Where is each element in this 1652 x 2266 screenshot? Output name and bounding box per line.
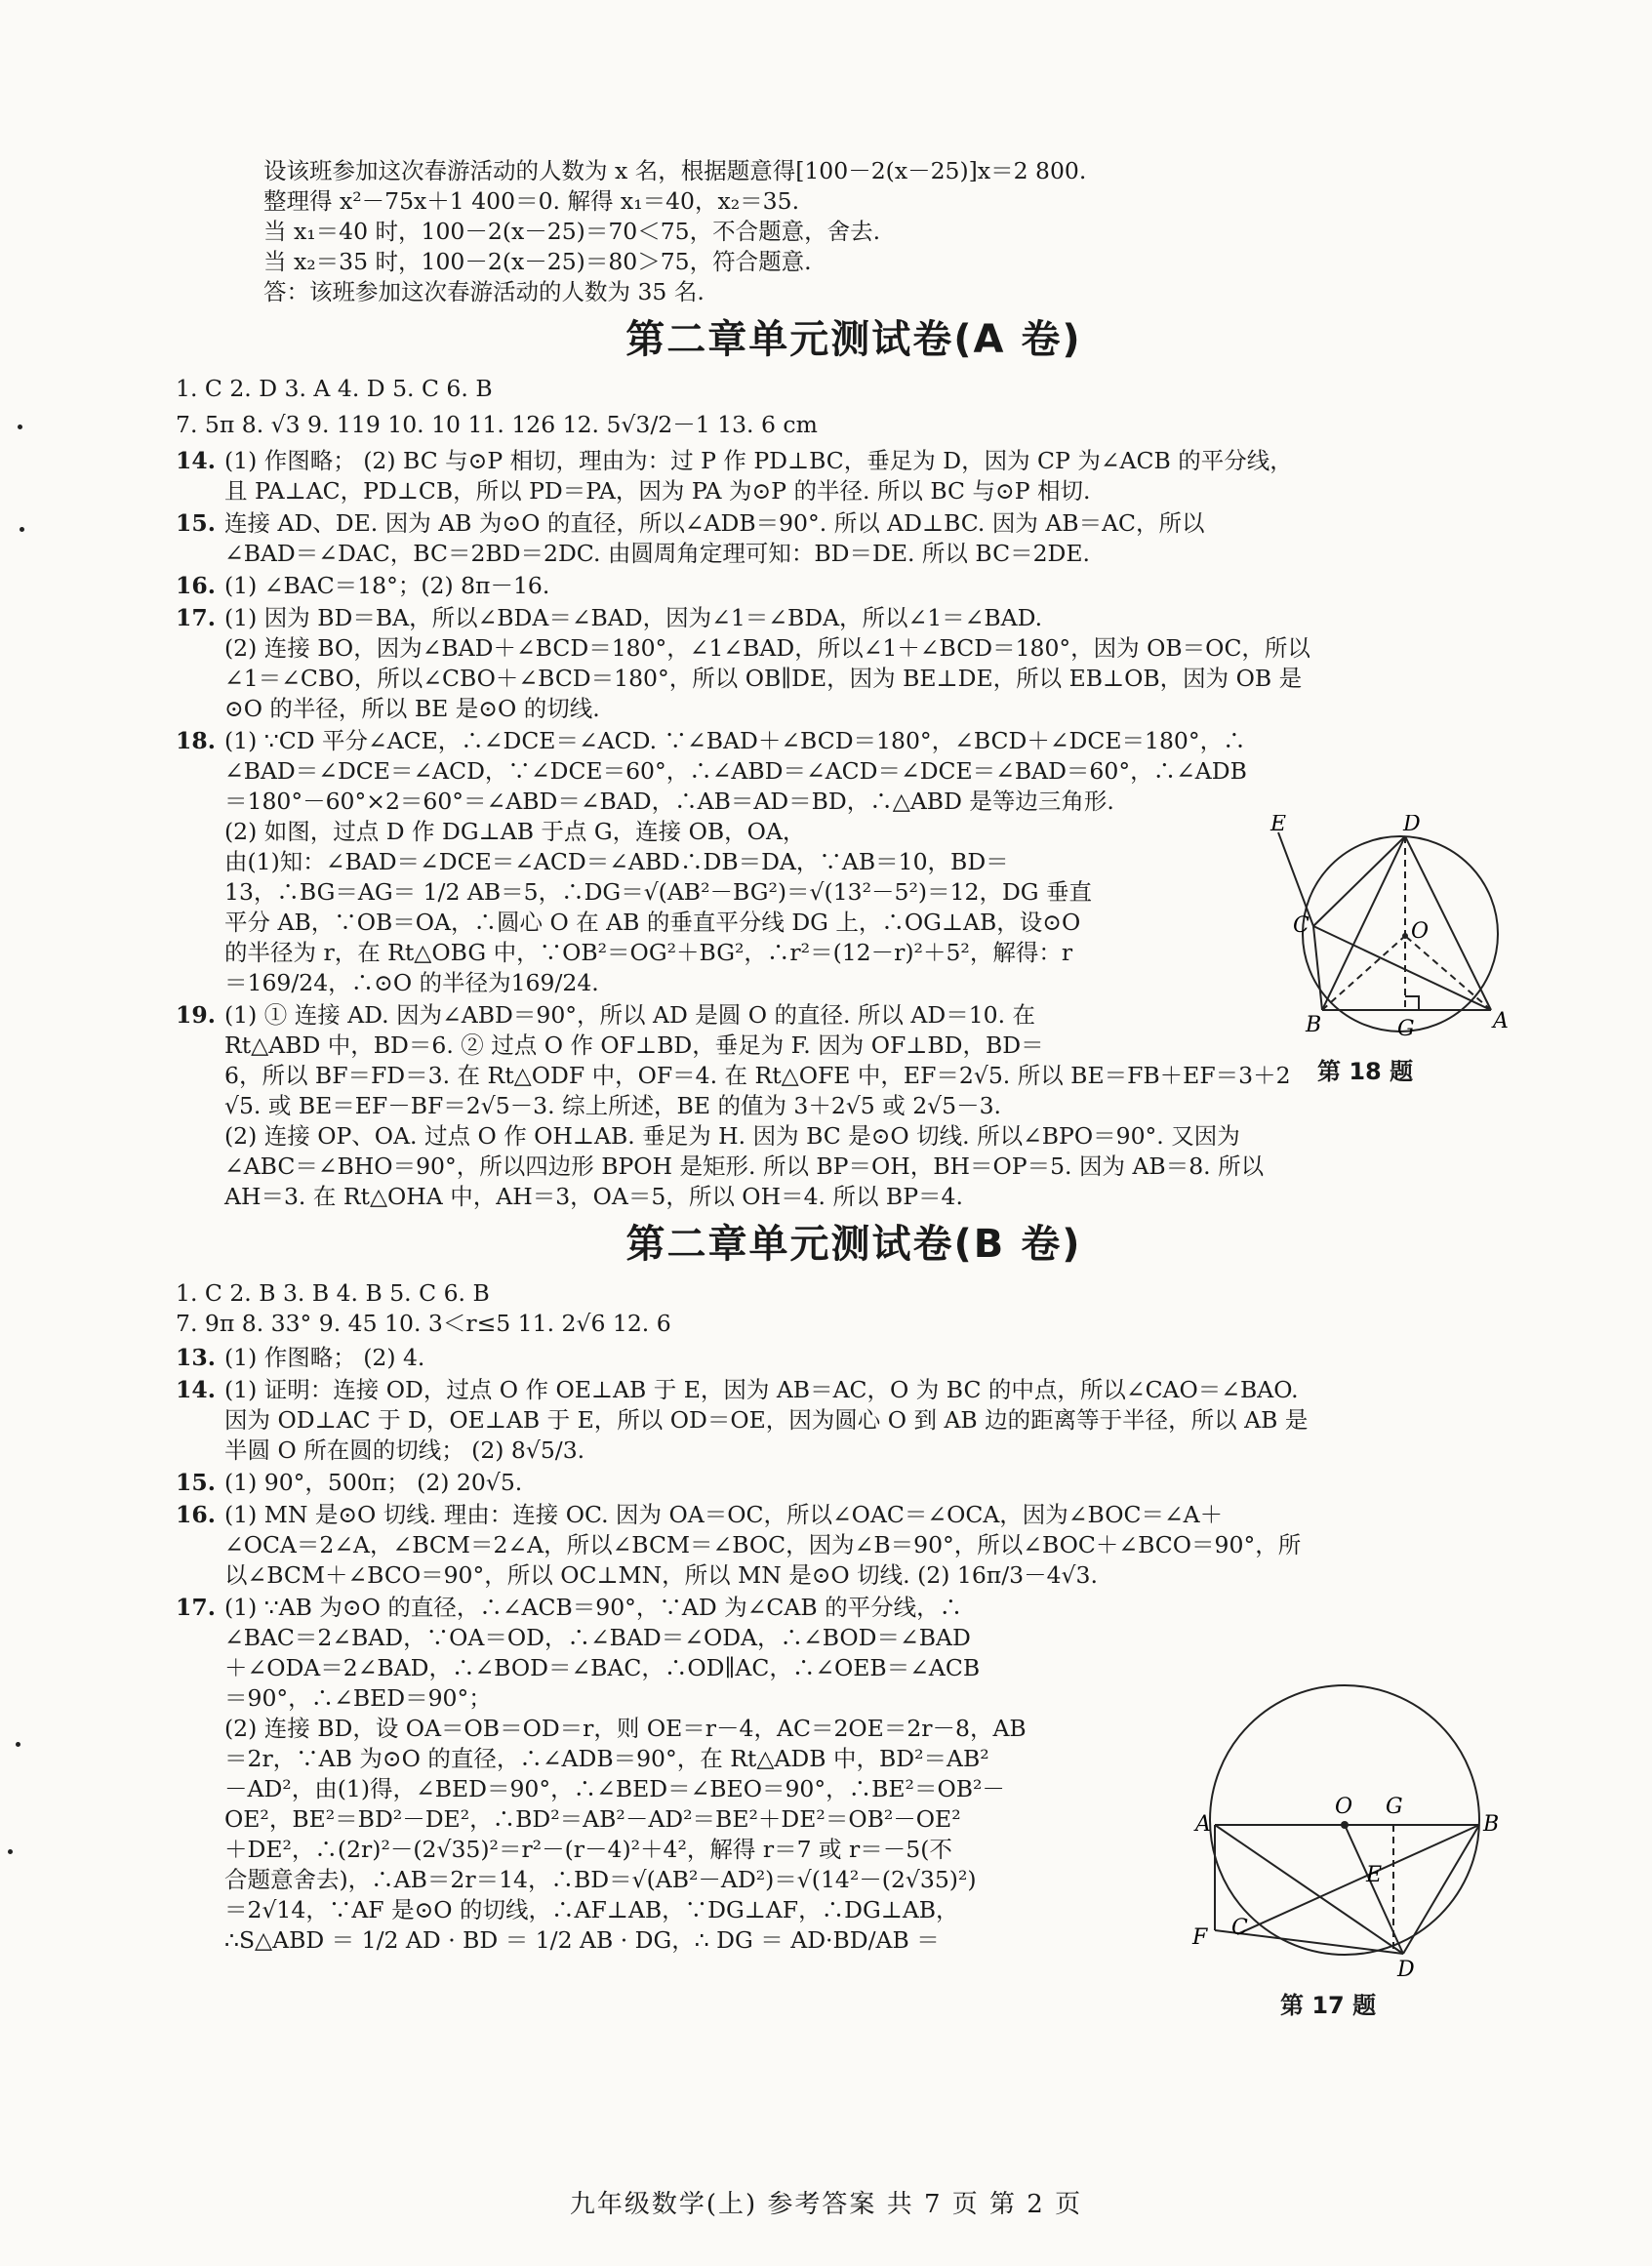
label-e: E	[1366, 1863, 1383, 1887]
figure-17	[1190, 1679, 1503, 1985]
answer-text: ＝2r，∵AB 为⊙O 的直径，∴∠ADB＝90°，在 Rt△ADB 中，BD²＝AB²	[224, 1745, 989, 1772]
answer-text: 6，所以 BF＝FD＝3. 在 Rt△ODF 中，OF＝4. 在 Rt△OFE 中，EF＝2√5. 所以 BE＝FB＋EF＝3＋2	[224, 1062, 1291, 1089]
answer-text: 连接 AD、DE. 因为 AB 为⊙O 的直径，所以∠ADB＝90°. 所以 AD⊥BC. 因为 AB＝AC，所以	[224, 509, 1205, 537]
figure-17-diagram	[1190, 1679, 1503, 1981]
answer-text: (1) MN 是⊙O 切线. 理由：连接 OC. 因为 OA＝OC，所以∠OAC＝∠OCA，因为∠BOC＝∠A＋	[224, 1501, 1224, 1528]
answer-line	[176, 1560, 1532, 1591]
answer-text: (2) 连接 BD，设 OA＝OB＝OD＝r，则 OE＝r－4，AC＝2OE＝2r－8，AB	[224, 1715, 1027, 1742]
answer-line	[176, 1343, 1532, 1373]
intro-line: 整理得 x²－75x＋1 400＝0. 解得 x₁＝40，x₂＝35.	[263, 187, 800, 215]
answer-text: ＝90°，∴∠BED＝90°；	[224, 1684, 492, 1712]
scan-mark	[20, 527, 24, 532]
intro-answer	[176, 156, 1532, 307]
answer-text: ∠ABC＝∠BHO＝90°，所以四边形 BPOH 是矩形. 所以 BP＝OH，BH＝OP＝5. 因为 AB＝8. 所以	[224, 1153, 1265, 1180]
answer-text: Rt△ABD 中，BD＝6. ② 过点 O 作 OF⊥BD，垂足为 F. 因为 OF⊥BD，BD＝	[224, 1032, 1044, 1059]
question-number: 15.	[176, 509, 216, 537]
label-a: A	[1493, 1009, 1509, 1033]
answer-text: (1) 作图略； (2) BC 与⊙P 相切，理由为：过 P 作 PD⊥BC，垂足为 D，因为 CP 为∠ACB 的平分线，	[224, 447, 1293, 474]
label-g: G	[1386, 1795, 1403, 1819]
answer-item	[176, 1500, 1532, 1591]
answer-line	[176, 1405, 1532, 1436]
answer-text: (1) 因为 BD＝BA，所以∠BDA＝∠BAD，因为∠1＝∠BDA，所以∠1＝∠BAD.	[224, 604, 1043, 631]
answer-line	[176, 1623, 1532, 1653]
answer-text: (1) ① 连接 AD. 因为∠ABD＝90°，所以 AD 是圆 O 的直径. 所以 AD＝10. 在	[224, 1001, 1036, 1029]
question-number: 17.	[176, 1594, 216, 1621]
answer-text: (1) 证明：连接 OD，过点 O 作 OE⊥AB 于 E，因为 AB＝AC，O 为 BC 的中点，所以∠CAO＝∠BAO.	[224, 1376, 1299, 1403]
answer-text: ＝180°－60°×2＝60°＝∠ABD＝∠BAD，∴AB＝AD＝BD，∴△ABD 是等边三角形.	[224, 788, 1114, 815]
answer-text: ＋DE²，∴(2r)²－(2√35)²＝r²－(r－4)²＋4²，解得 r＝7 或 r＝－5(不	[224, 1836, 952, 1863]
answer-text: ＝2√14，∵AF 是⊙O 的切线，∴AF⊥AB，∵DG⊥AF，∴DG⊥AB，	[224, 1896, 959, 1923]
answer-line	[176, 1593, 1532, 1623]
label-c: C	[1293, 913, 1310, 938]
answer-text: ∠1＝∠CBO，所以∠CBO＋∠BCD＝180°，所以 OB∥DE，因为 BE⊥DE，所以 EB⊥OB，因为 OB 是	[224, 665, 1303, 692]
answer-line	[176, 694, 1532, 724]
label-d: D	[1397, 1958, 1415, 1981]
question-number: 13.	[176, 1344, 216, 1371]
answer-text: 合题意舍去)，∴AB＝2r＝14，∴BD＝√(AB²－AD²)＝√(14²－(2√35)²)	[224, 1866, 977, 1893]
label-o: O	[1411, 919, 1430, 944]
answer-text: ＝169/24，∴⊙O 的半径为169/24.	[224, 969, 599, 996]
answer-text: (2) 如图，过点 D 作 DG⊥AB 于点 G，连接 OB，OA，	[224, 818, 806, 845]
answer-text: (1) 90°，500π； (2) 20√5.	[224, 1469, 523, 1496]
figure-18	[1259, 815, 1532, 1053]
scan-mark	[8, 1849, 13, 1854]
section-a-choice-answers: 1. C 2. D 3. A 4. D 5. C 6. B	[176, 375, 493, 402]
section-a-title: 第二章单元测试卷(A 卷)	[625, 317, 1082, 362]
question-number: 16.	[176, 1501, 216, 1528]
answer-text: √5. 或 BE＝EF－BF＝2√5－3. 综上所述，BE 的值为 3＋2√5 或 2√5－3.	[224, 1092, 1001, 1119]
scan-mark	[18, 425, 22, 429]
question-number: 19.	[176, 1001, 216, 1029]
figure-18-diagram	[1259, 815, 1532, 1049]
answer-line	[176, 446, 1532, 476]
question-number: 14.	[176, 447, 216, 474]
answer-line	[176, 539, 1532, 569]
answer-text: 因为 OD⊥AC 于 D，OE⊥AB 于 E，所以 OD＝OE，因为圆心 O 到 AB 边的距离等于半径，所以 AB 是	[224, 1406, 1309, 1434]
scan-mark	[16, 1742, 20, 1747]
answer-item	[176, 508, 1532, 569]
answer-text: ∠BAD＝∠DCE＝∠ACD，∵∠DCE＝60°，∴∠ABD＝∠ACD＝∠DCE＝∠BAD＝60°，∴∠ADB	[224, 757, 1247, 785]
question-number: 14.	[176, 1376, 216, 1403]
question-number: 15.	[176, 1469, 216, 1496]
answer-line	[176, 1468, 1532, 1498]
answer-line	[176, 571, 1532, 601]
answer-item	[176, 571, 1532, 601]
answer-line	[176, 1121, 1532, 1152]
intro-line: 当 x₂＝35 时，100－2(x－25)＝80＞75，符合题意.	[263, 248, 812, 275]
label-o: O	[1335, 1795, 1353, 1819]
answer-text: ∠BAC＝2∠BAD，∵OA＝OD，∴∠BAD＝∠ODA，∴∠BOD＝∠BAD	[224, 1624, 971, 1651]
answer-line	[176, 1152, 1532, 1182]
answer-text: 13，∴BG＝AG＝ 1/2 AB＝5，∴DG＝√(AB²－BG²)＝√(13²－5²)＝12，DG 垂直	[224, 878, 1093, 906]
label-b: B	[1306, 1013, 1322, 1037]
answer-text: 半圆 O 所在圆的切线； (2) 8√5/3.	[224, 1436, 585, 1464]
page-footer: 九年级数学(上) 参考答案 共 7 页 第 2 页	[569, 2190, 1083, 2219]
question-number: 18.	[176, 727, 216, 754]
answer-line	[176, 1182, 1532, 1212]
answer-item	[176, 446, 1532, 506]
figure-18-caption: 第 18 题	[1317, 1058, 1414, 1085]
answer-item	[176, 603, 1532, 724]
answer-text: ∠BAD＝∠DAC，BC＝2BD＝2DC. 由圆周角定理可知：BD＝DE. 所以 BC＝2DE.	[224, 540, 1090, 567]
answer-text: (1) ∵CD 平分∠ACE，∴∠DCE＝∠ACD. ∵∠BAD＋∠BCD＝180°，∠BCD＋∠DCE＝180°，∴	[224, 727, 1246, 754]
answer-text: (1) ∵AB 为⊙O 的直径，∴∠ACB＝90°，∵AD 为∠CAB 的平分线，∴	[224, 1594, 963, 1621]
answer-text: ∠OCA＝2∠A，∠BCM＝2∠A，所以∠BCM＝∠BOC，因为∠B＝90°，所以∠BOC＋∠BCO＝90°，所	[224, 1531, 1302, 1558]
label-g: G	[1397, 1017, 1415, 1041]
answer-line	[176, 1436, 1532, 1466]
answer-text: AH＝3. 在 Rt△OHA 中，AH＝3，OA＝5，所以 OH＝4. 所以 BP＝4.	[224, 1183, 963, 1210]
answer-text: －AD²，由(1)得，∠BED＝90°，∴∠BED＝∠BEO＝90°，∴BE²＝OB²－	[224, 1775, 1005, 1802]
answer-text: ＋∠ODA＝2∠BAD，∴∠BOD＝∠BAC，∴OD∥AC，∴∠OEB＝∠ACB	[224, 1654, 981, 1681]
label-a: A	[1195, 1812, 1211, 1837]
answer-text: 由(1)知：∠BAD＝∠DCE＝∠ACD＝∠ABD∴DB＝DA，∵AB＝10，BD＝	[224, 848, 1009, 875]
answer-text: OE²，BE²＝BD²－DE²，∴BD²＝AB²－AD²＝BE²＋DE²＝OB²－OE²	[224, 1805, 961, 1833]
intro-line: 答：该班参加这次春游活动的人数为 35 名.	[263, 278, 705, 305]
section-b-choice-answers: 1. C 2. B 3. B 4. B 5. C 6. B	[176, 1279, 490, 1307]
label-d: D	[1403, 815, 1421, 836]
answer-text: (1) 作图略； (2) 4.	[224, 1344, 425, 1371]
answer-line	[176, 787, 1532, 817]
question-number: 17.	[176, 604, 216, 631]
intro-line: 当 x₁＝40 时，100－2(x－25)＝70＜75，不合题意，舍去.	[263, 218, 881, 245]
label-f: F	[1192, 1925, 1208, 1950]
answer-line	[176, 1375, 1532, 1405]
answer-line	[176, 1091, 1532, 1121]
answer-text: 且 PA⊥AC，PD⊥CB，所以 PD＝PA，因为 PA 为⊙P 的半径. 所以 BC 与⊙P 相切.	[224, 477, 1091, 505]
section-a-fill-answers: 7. 5π 8. √3 9. 119 10. 10 11. 126 12. 5√3/2－1 13. 6 cm	[176, 411, 818, 438]
label-b: B	[1483, 1812, 1500, 1837]
section-b-title: 第二章单元测试卷(B 卷)	[625, 1222, 1082, 1267]
answer-line	[176, 756, 1532, 787]
answer-text: ⊙O 的半径，所以 BE 是⊙O 的切线.	[224, 695, 600, 722]
answer-line	[176, 603, 1532, 633]
intro-line: 设该班参加这次春游活动的人数为 x 名，根据题意得[100－2(x－25)]x＝2 800.	[263, 157, 1087, 184]
answer-text: ∴S△ABD ＝ 1/2 AD · BD ＝ 1/2 AB · DG，∴ DG ＝ AD·BD/AB ＝	[224, 1926, 940, 1954]
answer-text: 以∠BCM＋∠BCO＝90°，所以 OC⊥MN，所以 MN 是⊙O 切线. (2) 16π/3－4√3.	[224, 1561, 1098, 1589]
question-number: 16.	[176, 572, 216, 599]
answer-text: (1) ∠BAC＝18°；(2) 8π－16.	[224, 572, 550, 599]
answer-line	[176, 633, 1532, 664]
answer-line	[176, 508, 1532, 539]
answer-item	[176, 1343, 1532, 1373]
answer-text: (2) 连接 OP、OA. 过点 O 作 OH⊥AB. 垂足为 H. 因为 BC 是⊙O 切线. 所以∠BPO＝90°. 又因为	[224, 1122, 1240, 1150]
answer-text: 平分 AB，∵OB＝OA，∴圆心 O 在 AB 的垂直平分线 DG 上，∴OG⊥AB，设⊙O	[224, 909, 1081, 936]
label-c: C	[1231, 1916, 1248, 1940]
answer-line	[176, 726, 1532, 756]
answer-item	[176, 1468, 1532, 1498]
answer-text: 的半径为 r，在 Rt△OBG 中，∵OB²＝OG²＋BG²，∴r²＝(12－r)²＋5²，解得：r	[224, 939, 1073, 966]
answer-line	[176, 664, 1532, 694]
section-b-fill-answers: 7. 9π 8. 33° 9. 45 10. 3＜r≤5 11. 2√6 12. 6	[176, 1310, 671, 1337]
answer-line	[176, 1500, 1532, 1530]
answer-line	[176, 476, 1532, 506]
label-e: E	[1270, 815, 1287, 836]
answer-text: (2) 连接 BO，因为∠BAD＋∠BCD＝180°，∠1∠BAD，所以∠1＋∠BCD＝180°，因为 OB＝OC，所以	[224, 634, 1310, 662]
answer-item	[176, 1375, 1532, 1466]
figure-17-caption: 第 17 题	[1280, 1992, 1377, 2019]
answer-line	[176, 1530, 1532, 1560]
